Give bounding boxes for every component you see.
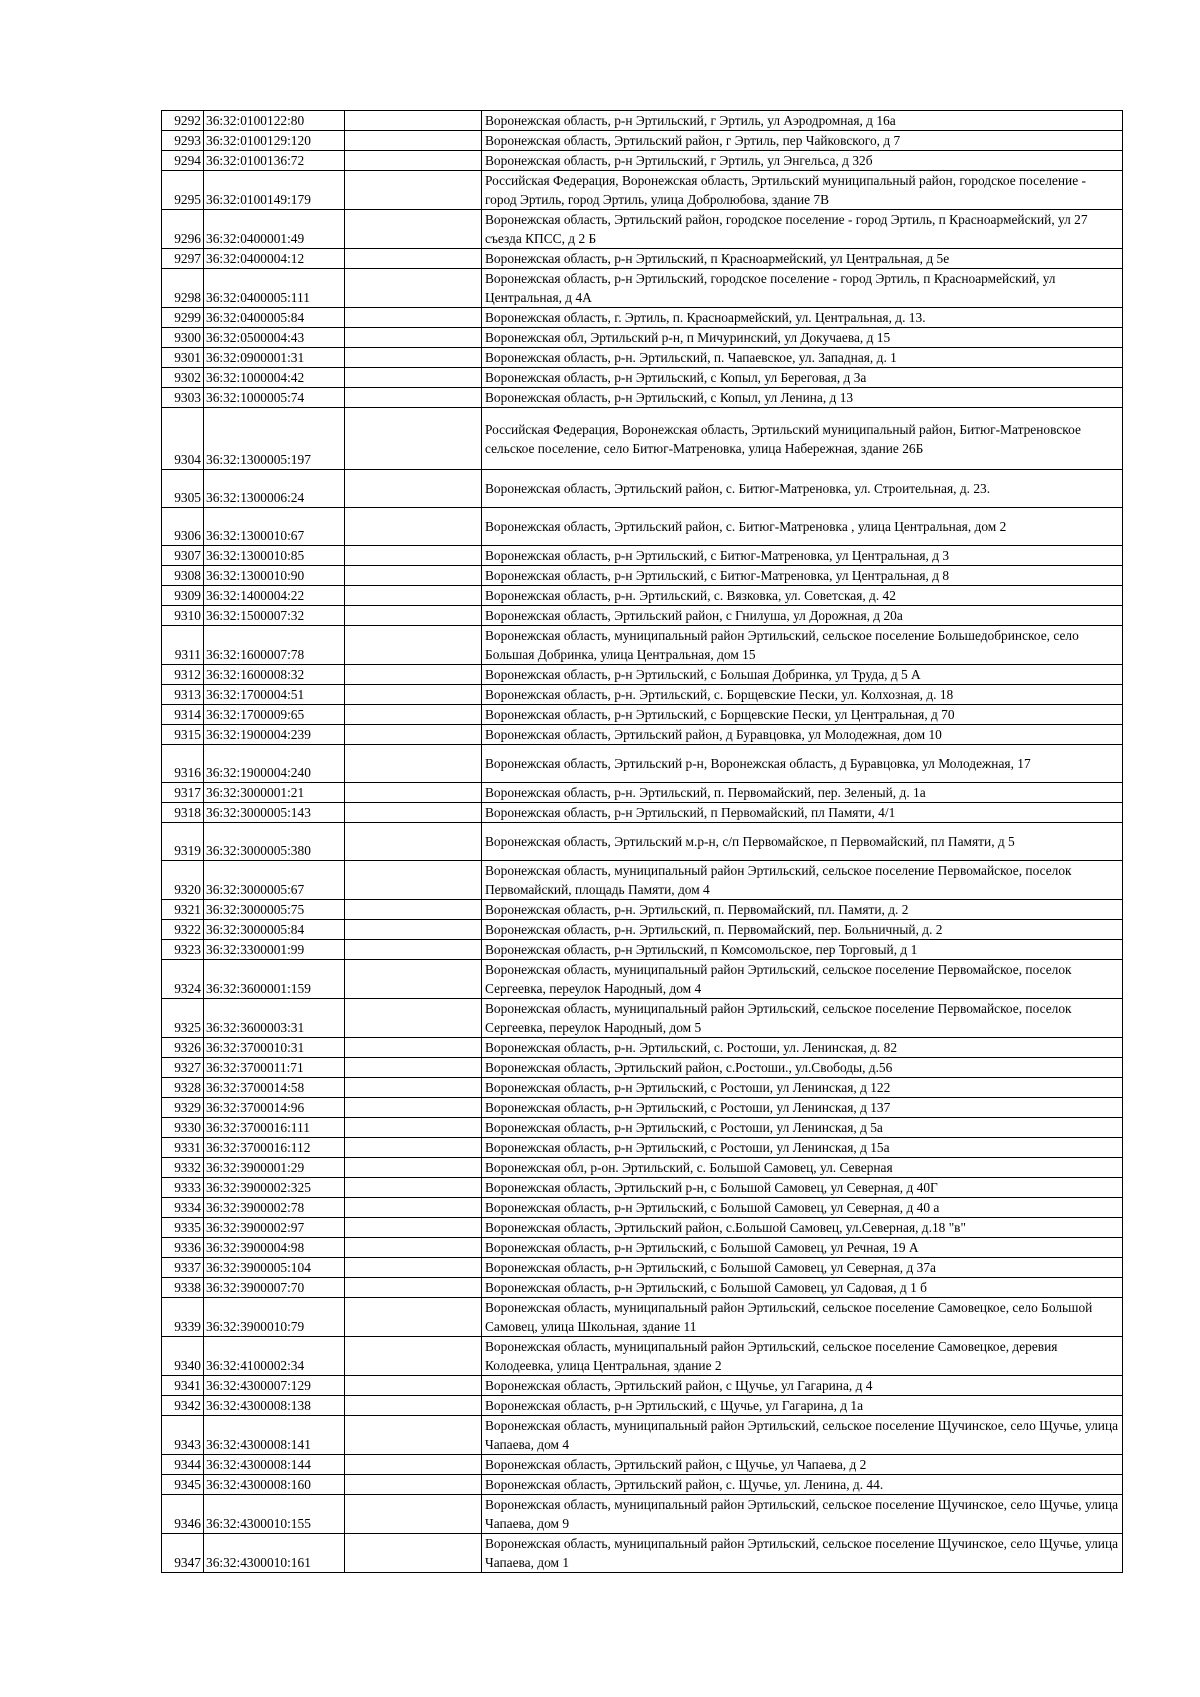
empty-cell [345, 823, 482, 861]
cadastral-number-cell: 36:32:3900001:29 [204, 1158, 345, 1178]
table-body [162, 111, 1123, 1573]
address-cell: Воронежская область, р-н Эртильский, п Красноармейский, ул Центральная, д 5е [482, 249, 1123, 269]
table-row [162, 171, 1123, 210]
table-row [162, 1178, 1123, 1198]
address-cell: Воронежская область, муниципальный район Эртильский, сельское поселение Самовецкое, село Большой Самовец, улица Школьная, здание 11 [482, 1298, 1123, 1337]
cadastral-number-cell: 36:32:0100149:179 [204, 171, 345, 210]
row-number-cell: 9307 [162, 546, 204, 566]
address-cell: Воронежская область, Эртильский р-н, Воронежская область, д Буравцовка, ул Молодежная, 17 [482, 745, 1123, 783]
address-cell: Воронежская область, Эртильский район, с Щучье, ул Чапаева, д 2 [482, 1455, 1123, 1475]
table-row [162, 1278, 1123, 1298]
empty-cell [345, 861, 482, 900]
row-number-cell: 9308 [162, 566, 204, 586]
empty-cell [345, 1158, 482, 1178]
row-number-cell: 9341 [162, 1376, 204, 1396]
address-cell: Воронежская область, муниципальный район Эртильский, сельское поселение Щучинское, село Щучье, улица Чапаева, дом 1 [482, 1534, 1123, 1573]
cadastral-number-cell: 36:32:4300008:141 [204, 1416, 345, 1455]
row-number-cell: 9347 [162, 1534, 204, 1573]
empty-cell [345, 1198, 482, 1218]
empty-cell [345, 348, 482, 368]
empty-cell [345, 725, 482, 745]
row-number-cell: 9318 [162, 803, 204, 823]
cadastral-number-cell: 36:32:0400001:49 [204, 210, 345, 249]
table-row [162, 783, 1123, 803]
address-cell: Воронежская область, Эртильский район, с.Большой Самовец, ул.Северная, д.18 "в" [482, 1218, 1123, 1238]
cadastral-number-cell: 36:32:3000005:380 [204, 823, 345, 861]
cadastral-number-cell: 36:32:1300005:197 [204, 408, 345, 470]
cadastral-number-cell: 36:32:1300010:67 [204, 508, 345, 546]
cadastral-number-cell: 36:32:3900002:97 [204, 1218, 345, 1238]
table-row [162, 210, 1123, 249]
address-cell: Воронежская область, муниципальный район Эртильский, сельское поселение Самовецкое, деревия Колодеевка, улица Центральная, здание 2 [482, 1337, 1123, 1376]
address-cell: Воронежская область, Эртильский район, с.Ростоши., ул.Свободы, д.56 [482, 1058, 1123, 1078]
table-row [162, 1058, 1123, 1078]
row-number-cell: 9296 [162, 210, 204, 249]
table-row [162, 1298, 1123, 1337]
empty-cell [345, 1258, 482, 1278]
cadastral-number-cell: 36:32:1000005:74 [204, 388, 345, 408]
address-cell: Воронежская область, р-н Эртильский, с Ростоши, ул Ленинская, д 122 [482, 1078, 1123, 1098]
table-row [162, 508, 1123, 546]
address-cell: Воронежская область, Эртильский район, г Эртиль, пер Чайковского, д 7 [482, 131, 1123, 151]
empty-cell [345, 586, 482, 606]
address-cell: Воронежская область, р-н Эртильский, п Первомайский, пл Памяти, 4/1 [482, 803, 1123, 823]
address-cell: Воронежская область, р-н Эртильский, с Копыл, ул Ленина, д 13 [482, 388, 1123, 408]
empty-cell [345, 606, 482, 626]
address-cell: Воронежская область, Эртильский район, с. Битюг-Матреновка, ул. Строительная, д. 23. [482, 470, 1123, 508]
table-row [162, 920, 1123, 940]
empty-cell [345, 803, 482, 823]
empty-cell [345, 388, 482, 408]
empty-cell [345, 1376, 482, 1396]
table-row [162, 1138, 1123, 1158]
table-row [162, 999, 1123, 1038]
row-number-cell: 9315 [162, 725, 204, 745]
address-cell: Воронежская область, муниципальный район Эртильский, сельское поселение Первомайское, поселок Сергеевка, переулок Народный, дом 5 [482, 999, 1123, 1038]
table-row [162, 249, 1123, 269]
row-number-cell: 9339 [162, 1298, 204, 1337]
table-row [162, 1337, 1123, 1376]
address-cell: Воронежская область, муниципальный район Эртильский, сельское поселение Щучинское, село Щучье, улица Чапаева, дом 9 [482, 1495, 1123, 1534]
row-number-cell: 9325 [162, 999, 204, 1038]
cadastral-number-cell: 36:32:3900004:98 [204, 1238, 345, 1258]
address-cell: Воронежская область, р-н. Эртильский, п. Первомайский, пер. Зеленый, д. 1а [482, 783, 1123, 803]
cadastral-number-cell: 36:32:1300006:24 [204, 470, 345, 508]
cadastral-number-cell: 36:32:0400005:84 [204, 308, 345, 328]
table-row [162, 1158, 1123, 1178]
cadastral-number-cell: 36:32:3700016:112 [204, 1138, 345, 1158]
empty-cell [345, 1337, 482, 1376]
row-number-cell: 9321 [162, 900, 204, 920]
address-cell: Воронежская область, г. Эртиль, п. Красноармейский, ул. Центральная, д. 13. [482, 308, 1123, 328]
empty-cell [345, 1178, 482, 1198]
row-number-cell: 9328 [162, 1078, 204, 1098]
cadastral-number-cell: 36:32:3600001:159 [204, 960, 345, 999]
cadastral-number-cell: 36:32:3000005:75 [204, 900, 345, 920]
row-number-cell: 9293 [162, 131, 204, 151]
empty-cell [345, 269, 482, 308]
cadastral-number-cell: 36:32:1900004:240 [204, 745, 345, 783]
table-row [162, 566, 1123, 586]
row-number-cell: 9316 [162, 745, 204, 783]
row-number-cell: 9294 [162, 151, 204, 171]
address-cell: Российская Федерация, Воронежская область, Эртильский муниципальный район, городское поселение - город Эртиль, город Эртиль, улица Добролюбова, здание 7В [482, 171, 1123, 210]
row-number-cell: 9326 [162, 1038, 204, 1058]
row-number-cell: 9322 [162, 920, 204, 940]
table-row [162, 960, 1123, 999]
empty-cell [345, 1058, 482, 1078]
row-number-cell: 9305 [162, 470, 204, 508]
empty-cell [345, 566, 482, 586]
table-row [162, 1198, 1123, 1218]
cadastral-number-cell: 36:32:1400004:22 [204, 586, 345, 606]
table-row [162, 1218, 1123, 1238]
empty-cell [345, 308, 482, 328]
row-number-cell: 9306 [162, 508, 204, 546]
row-number-cell: 9343 [162, 1416, 204, 1455]
table-row [162, 861, 1123, 900]
row-number-cell: 9314 [162, 705, 204, 725]
address-cell: Воронежская область, Эртильский р-н, с Большой Самовец, ул Северная, д 40Г [482, 1178, 1123, 1198]
empty-cell [345, 1038, 482, 1058]
address-cell: Воронежская область, р-н Эртильский, с Большая Добринка, ул Труда, д 5 А [482, 665, 1123, 685]
empty-cell [345, 745, 482, 783]
empty-cell [345, 151, 482, 171]
table-row [162, 151, 1123, 171]
table-row [162, 1118, 1123, 1138]
cadastral-number-cell: 36:32:1700004:51 [204, 685, 345, 705]
empty-cell [345, 470, 482, 508]
cadastral-number-cell: 36:32:3000005:67 [204, 861, 345, 900]
row-number-cell: 9340 [162, 1337, 204, 1376]
table-row [162, 269, 1123, 308]
cadastral-number-cell: 36:32:0100122:80 [204, 111, 345, 131]
row-number-cell: 9311 [162, 626, 204, 665]
table-row [162, 665, 1123, 685]
table-row [162, 1534, 1123, 1573]
table-row [162, 1455, 1123, 1475]
property-register-table [161, 110, 1123, 1573]
cadastral-number-cell: 36:32:3600003:31 [204, 999, 345, 1038]
table-row [162, 1475, 1123, 1495]
address-cell: Воронежская область, р-н Эртильский, с Копыл, ул Береговая, д 3а [482, 368, 1123, 388]
cadastral-number-cell: 36:32:1900004:239 [204, 725, 345, 745]
empty-cell [345, 1078, 482, 1098]
cadastral-number-cell: 36:32:0900001:31 [204, 348, 345, 368]
cadastral-number-cell: 36:32:3900007:70 [204, 1278, 345, 1298]
row-number-cell: 9331 [162, 1138, 204, 1158]
cadastral-number-cell: 36:32:0100129:120 [204, 131, 345, 151]
table-row [162, 1396, 1123, 1416]
address-cell: Воронежская область, р-н. Эртильский, п. Первомайский, пер. Больничный, д. 2 [482, 920, 1123, 940]
cadastral-number-cell: 36:32:4300008:160 [204, 1475, 345, 1495]
address-cell: Воронежская область, муниципальный район Эртильский, сельское поселение Щучинское, село Щучье, улица Чапаева, дом 4 [482, 1416, 1123, 1455]
row-number-cell: 9303 [162, 388, 204, 408]
address-cell: Воронежская область, р-н. Эртильский, с. Борщевские Пески, ул. Колхозная, д. 18 [482, 685, 1123, 705]
table-row [162, 1258, 1123, 1278]
row-number-cell: 9334 [162, 1198, 204, 1218]
address-cell: Воронежская обл, Эртильский р-н, п Мичуринский, ул Докучаева, д 15 [482, 328, 1123, 348]
empty-cell [345, 546, 482, 566]
empty-cell [345, 920, 482, 940]
cadastral-number-cell: 36:32:1300010:85 [204, 546, 345, 566]
table-row [162, 131, 1123, 151]
address-cell: Воронежская область, р-н Эртильский, с Большой Самовец, ул Северная, д 37а [482, 1258, 1123, 1278]
empty-cell [345, 940, 482, 960]
address-cell: Воронежская область, р-н Эртильский, г Эртиль, ул Аэродромная, д 16а [482, 111, 1123, 131]
cadastral-number-cell: 36:32:0400005:111 [204, 269, 345, 308]
address-cell: Воронежская область, Эртильский район, городское поселение - город Эртиль, п Красноармейский, ул 27 съезда КПСС, д 2 Б [482, 210, 1123, 249]
address-cell: Воронежская область, р-н Эртильский, с Ростоши, ул Ленинская, д 137 [482, 1098, 1123, 1118]
address-cell: Воронежская область, р-н Эртильский, с Большой Самовец, ул Северная, д 40 а [482, 1198, 1123, 1218]
address-cell: Воронежская область, Эртильский район, с. Битюг-Матреновка , улица Центральная, дом 2 [482, 508, 1123, 546]
cadastral-number-cell: 36:32:1700009:65 [204, 705, 345, 725]
row-number-cell: 9342 [162, 1396, 204, 1416]
empty-cell [345, 960, 482, 999]
row-number-cell: 9338 [162, 1278, 204, 1298]
table-row [162, 1416, 1123, 1455]
address-cell: Воронежская область, р-н. Эртильский, с. Вязковка, ул. Советская, д. 42 [482, 586, 1123, 606]
address-cell: Воронежская область, р-н Эртильский, с Ростоши, ул Ленинская, д 15а [482, 1138, 1123, 1158]
cadastral-number-cell: 36:32:1500007:32 [204, 606, 345, 626]
table-row [162, 308, 1123, 328]
address-cell: Воронежская область, р-н Эртильский, с Борщевские Пески, ул Центральная, д 70 [482, 705, 1123, 725]
empty-cell [345, 328, 482, 348]
row-number-cell: 9301 [162, 348, 204, 368]
cadastral-number-cell: 36:32:3700016:111 [204, 1118, 345, 1138]
row-number-cell: 9302 [162, 368, 204, 388]
row-number-cell: 9298 [162, 269, 204, 308]
cadastral-number-cell: 36:32:3000005:84 [204, 920, 345, 940]
row-number-cell: 9309 [162, 586, 204, 606]
row-number-cell: 9346 [162, 1495, 204, 1534]
row-number-cell: 9337 [162, 1258, 204, 1278]
address-cell: Воронежская область, р-н Эртильский, п Комсомольское, пер Торговый, д 1 [482, 940, 1123, 960]
table-row [162, 1495, 1123, 1534]
cadastral-number-cell: 36:32:3900002:325 [204, 1178, 345, 1198]
cadastral-number-cell: 36:32:0400004:12 [204, 249, 345, 269]
cadastral-number-cell: 36:32:1300010:90 [204, 566, 345, 586]
empty-cell [345, 171, 482, 210]
empty-cell [345, 1138, 482, 1158]
row-number-cell: 9292 [162, 111, 204, 131]
address-cell: Воронежская область, р-н Эртильский, г Эртиль, ул Энгельса, д 32б [482, 151, 1123, 171]
table-row [162, 900, 1123, 920]
table-row [162, 626, 1123, 665]
row-number-cell: 9324 [162, 960, 204, 999]
cadastral-number-cell: 36:32:3000005:143 [204, 803, 345, 823]
table-row [162, 1376, 1123, 1396]
empty-cell [345, 408, 482, 470]
cadastral-number-cell: 36:32:3700011:71 [204, 1058, 345, 1078]
empty-cell [345, 368, 482, 388]
row-number-cell: 9344 [162, 1455, 204, 1475]
empty-cell [345, 1278, 482, 1298]
table-row [162, 803, 1123, 823]
empty-cell [345, 1218, 482, 1238]
row-number-cell: 9327 [162, 1058, 204, 1078]
empty-cell [345, 1298, 482, 1337]
empty-cell [345, 508, 482, 546]
cadastral-number-cell: 36:32:3300001:99 [204, 940, 345, 960]
table-row [162, 546, 1123, 566]
empty-cell [345, 1118, 482, 1138]
empty-cell [345, 249, 482, 269]
cadastral-number-cell: 36:32:1000004:42 [204, 368, 345, 388]
table-row [162, 705, 1123, 725]
row-number-cell: 9312 [162, 665, 204, 685]
table-row [162, 745, 1123, 783]
row-number-cell: 9323 [162, 940, 204, 960]
cadastral-number-cell: 36:32:4300008:138 [204, 1396, 345, 1416]
empty-cell [345, 1495, 482, 1534]
address-cell: Воронежская область, Эртильский район, с Гнилуша, ул Дорожная, д 20а [482, 606, 1123, 626]
row-number-cell: 9295 [162, 171, 204, 210]
cadastral-number-cell: 36:32:3900010:79 [204, 1298, 345, 1337]
empty-cell [345, 999, 482, 1038]
address-cell: Воронежская область, р-н Эртильский, с Большой Самовец, ул Садовая, д 1 б [482, 1278, 1123, 1298]
table-row [162, 408, 1123, 470]
cadastral-number-cell: 36:32:3000001:21 [204, 783, 345, 803]
empty-cell [345, 131, 482, 151]
address-cell: Воронежская область, муниципальный район Эртильский, сельское поселение Большедобринское, село Большая Добринка, улица Центральная, дом 15 [482, 626, 1123, 665]
row-number-cell: 9345 [162, 1475, 204, 1495]
address-cell: Воронежская область, р-н. Эртильский, с. Ростоши, ул. Ленинская, д. 82 [482, 1038, 1123, 1058]
table-row [162, 368, 1123, 388]
empty-cell [345, 1238, 482, 1258]
table-row [162, 348, 1123, 368]
row-number-cell: 9320 [162, 861, 204, 900]
table-row [162, 823, 1123, 861]
table-row [162, 1098, 1123, 1118]
address-cell: Воронежская область, р-н. Эртильский, п. Первомайский, пл. Памяти, д. 2 [482, 900, 1123, 920]
address-cell: Воронежская область, р-н. Эртильский, п. Чапаевское, ул. Западная, д. 1 [482, 348, 1123, 368]
empty-cell [345, 111, 482, 131]
row-number-cell: 9336 [162, 1238, 204, 1258]
address-cell: Воронежская область, Эртильский м.р-н, с/п Первомайское, п Первомайский, пл Памяти, д 5 [482, 823, 1123, 861]
row-number-cell: 9297 [162, 249, 204, 269]
cadastral-number-cell: 36:32:4100002:34 [204, 1337, 345, 1376]
cadastral-number-cell: 36:32:4300010:161 [204, 1534, 345, 1573]
address-cell: Воронежская область, р-н Эртильский, с Большой Самовец, ул Речная, 19 А [482, 1238, 1123, 1258]
row-number-cell: 9317 [162, 783, 204, 803]
table-row [162, 388, 1123, 408]
empty-cell [345, 1416, 482, 1455]
empty-cell [345, 626, 482, 665]
row-number-cell: 9313 [162, 685, 204, 705]
empty-cell [345, 705, 482, 725]
row-number-cell: 9299 [162, 308, 204, 328]
cadastral-number-cell: 36:32:3700014:58 [204, 1078, 345, 1098]
row-number-cell: 9330 [162, 1118, 204, 1138]
address-cell: Воронежская область, р-н Эртильский, с Щучье, ул Гагарина, д 1а [482, 1396, 1123, 1416]
cadastral-number-cell: 36:32:0100136:72 [204, 151, 345, 171]
cadastral-number-cell: 36:32:4300007:129 [204, 1376, 345, 1396]
cadastral-number-cell: 36:32:3900005:104 [204, 1258, 345, 1278]
address-cell: Воронежская область, р-н Эртильский, городское поселение - город Эртиль, п Красноармейский, ул Центральная, д 4А [482, 269, 1123, 308]
address-cell: Воронежская область, Эртильский район, с Щучье, ул Гагарина, д 4 [482, 1376, 1123, 1396]
cadastral-number-cell: 36:32:0500004:43 [204, 328, 345, 348]
address-cell: Воронежская область, Эртильский район, д Буравцовка, ул Молодежная, дом 10 [482, 725, 1123, 745]
empty-cell [345, 1098, 482, 1118]
table-row [162, 1238, 1123, 1258]
table-row [162, 586, 1123, 606]
table-row [162, 606, 1123, 626]
address-cell: Российская Федерация, Воронежская область, Эртильский муниципальный район, Битюг-Матреновское сельское поселение, село Битюг-Матреновка, улица Набережная, здание 26Б [482, 408, 1123, 470]
table-row [162, 470, 1123, 508]
cadastral-number-cell: 36:32:3900002:78 [204, 1198, 345, 1218]
row-number-cell: 9304 [162, 408, 204, 470]
cadastral-number-cell: 36:32:1600008:32 [204, 665, 345, 685]
empty-cell [345, 1396, 482, 1416]
empty-cell [345, 210, 482, 249]
table-row [162, 940, 1123, 960]
row-number-cell: 9333 [162, 1178, 204, 1198]
address-cell: Воронежская область, муниципальный район Эртильский, сельское поселение Первомайское, поселок Сергеевка, переулок Народный, дом 4 [482, 960, 1123, 999]
table-row [162, 328, 1123, 348]
row-number-cell: 9310 [162, 606, 204, 626]
table-row [162, 1078, 1123, 1098]
table-row [162, 111, 1123, 131]
cadastral-number-cell: 36:32:3700010:31 [204, 1038, 345, 1058]
row-number-cell: 9335 [162, 1218, 204, 1238]
table-row [162, 725, 1123, 745]
address-cell: Воронежская область, р-н Эртильский, с Битюг-Матреновка, ул Центральная, д 3 [482, 546, 1123, 566]
cadastral-number-cell: 36:32:4300008:144 [204, 1455, 345, 1475]
empty-cell [345, 1475, 482, 1495]
row-number-cell: 9332 [162, 1158, 204, 1178]
address-cell: Воронежская область, р-н Эртильский, с Битюг-Матреновка, ул Центральная, д 8 [482, 566, 1123, 586]
empty-cell [345, 665, 482, 685]
cadastral-number-cell: 36:32:4300010:155 [204, 1495, 345, 1534]
empty-cell [345, 1534, 482, 1573]
address-cell: Воронежская область, р-н Эртильский, с Ростоши, ул Ленинская, д 5а [482, 1118, 1123, 1138]
row-number-cell: 9300 [162, 328, 204, 348]
address-cell: Воронежская область, Эртильский район, с. Щучье, ул. Ленина, д. 44. [482, 1475, 1123, 1495]
address-cell: Воронежская область, муниципальный район Эртильский, сельское поселение Первомайское, поселок Первомайский, площадь Памяти, дом 4 [482, 861, 1123, 900]
empty-cell [345, 783, 482, 803]
empty-cell [345, 1455, 482, 1475]
cadastral-number-cell: 36:32:3700014:96 [204, 1098, 345, 1118]
empty-cell [345, 900, 482, 920]
table-row [162, 1038, 1123, 1058]
address-cell: Воронежская обл, р-он. Эртильский, с. Большой Самовец, ул. Северная [482, 1158, 1123, 1178]
empty-cell [345, 685, 482, 705]
row-number-cell: 9319 [162, 823, 204, 861]
table-row [162, 685, 1123, 705]
row-number-cell: 9329 [162, 1098, 204, 1118]
cadastral-number-cell: 36:32:1600007:78 [204, 626, 345, 665]
